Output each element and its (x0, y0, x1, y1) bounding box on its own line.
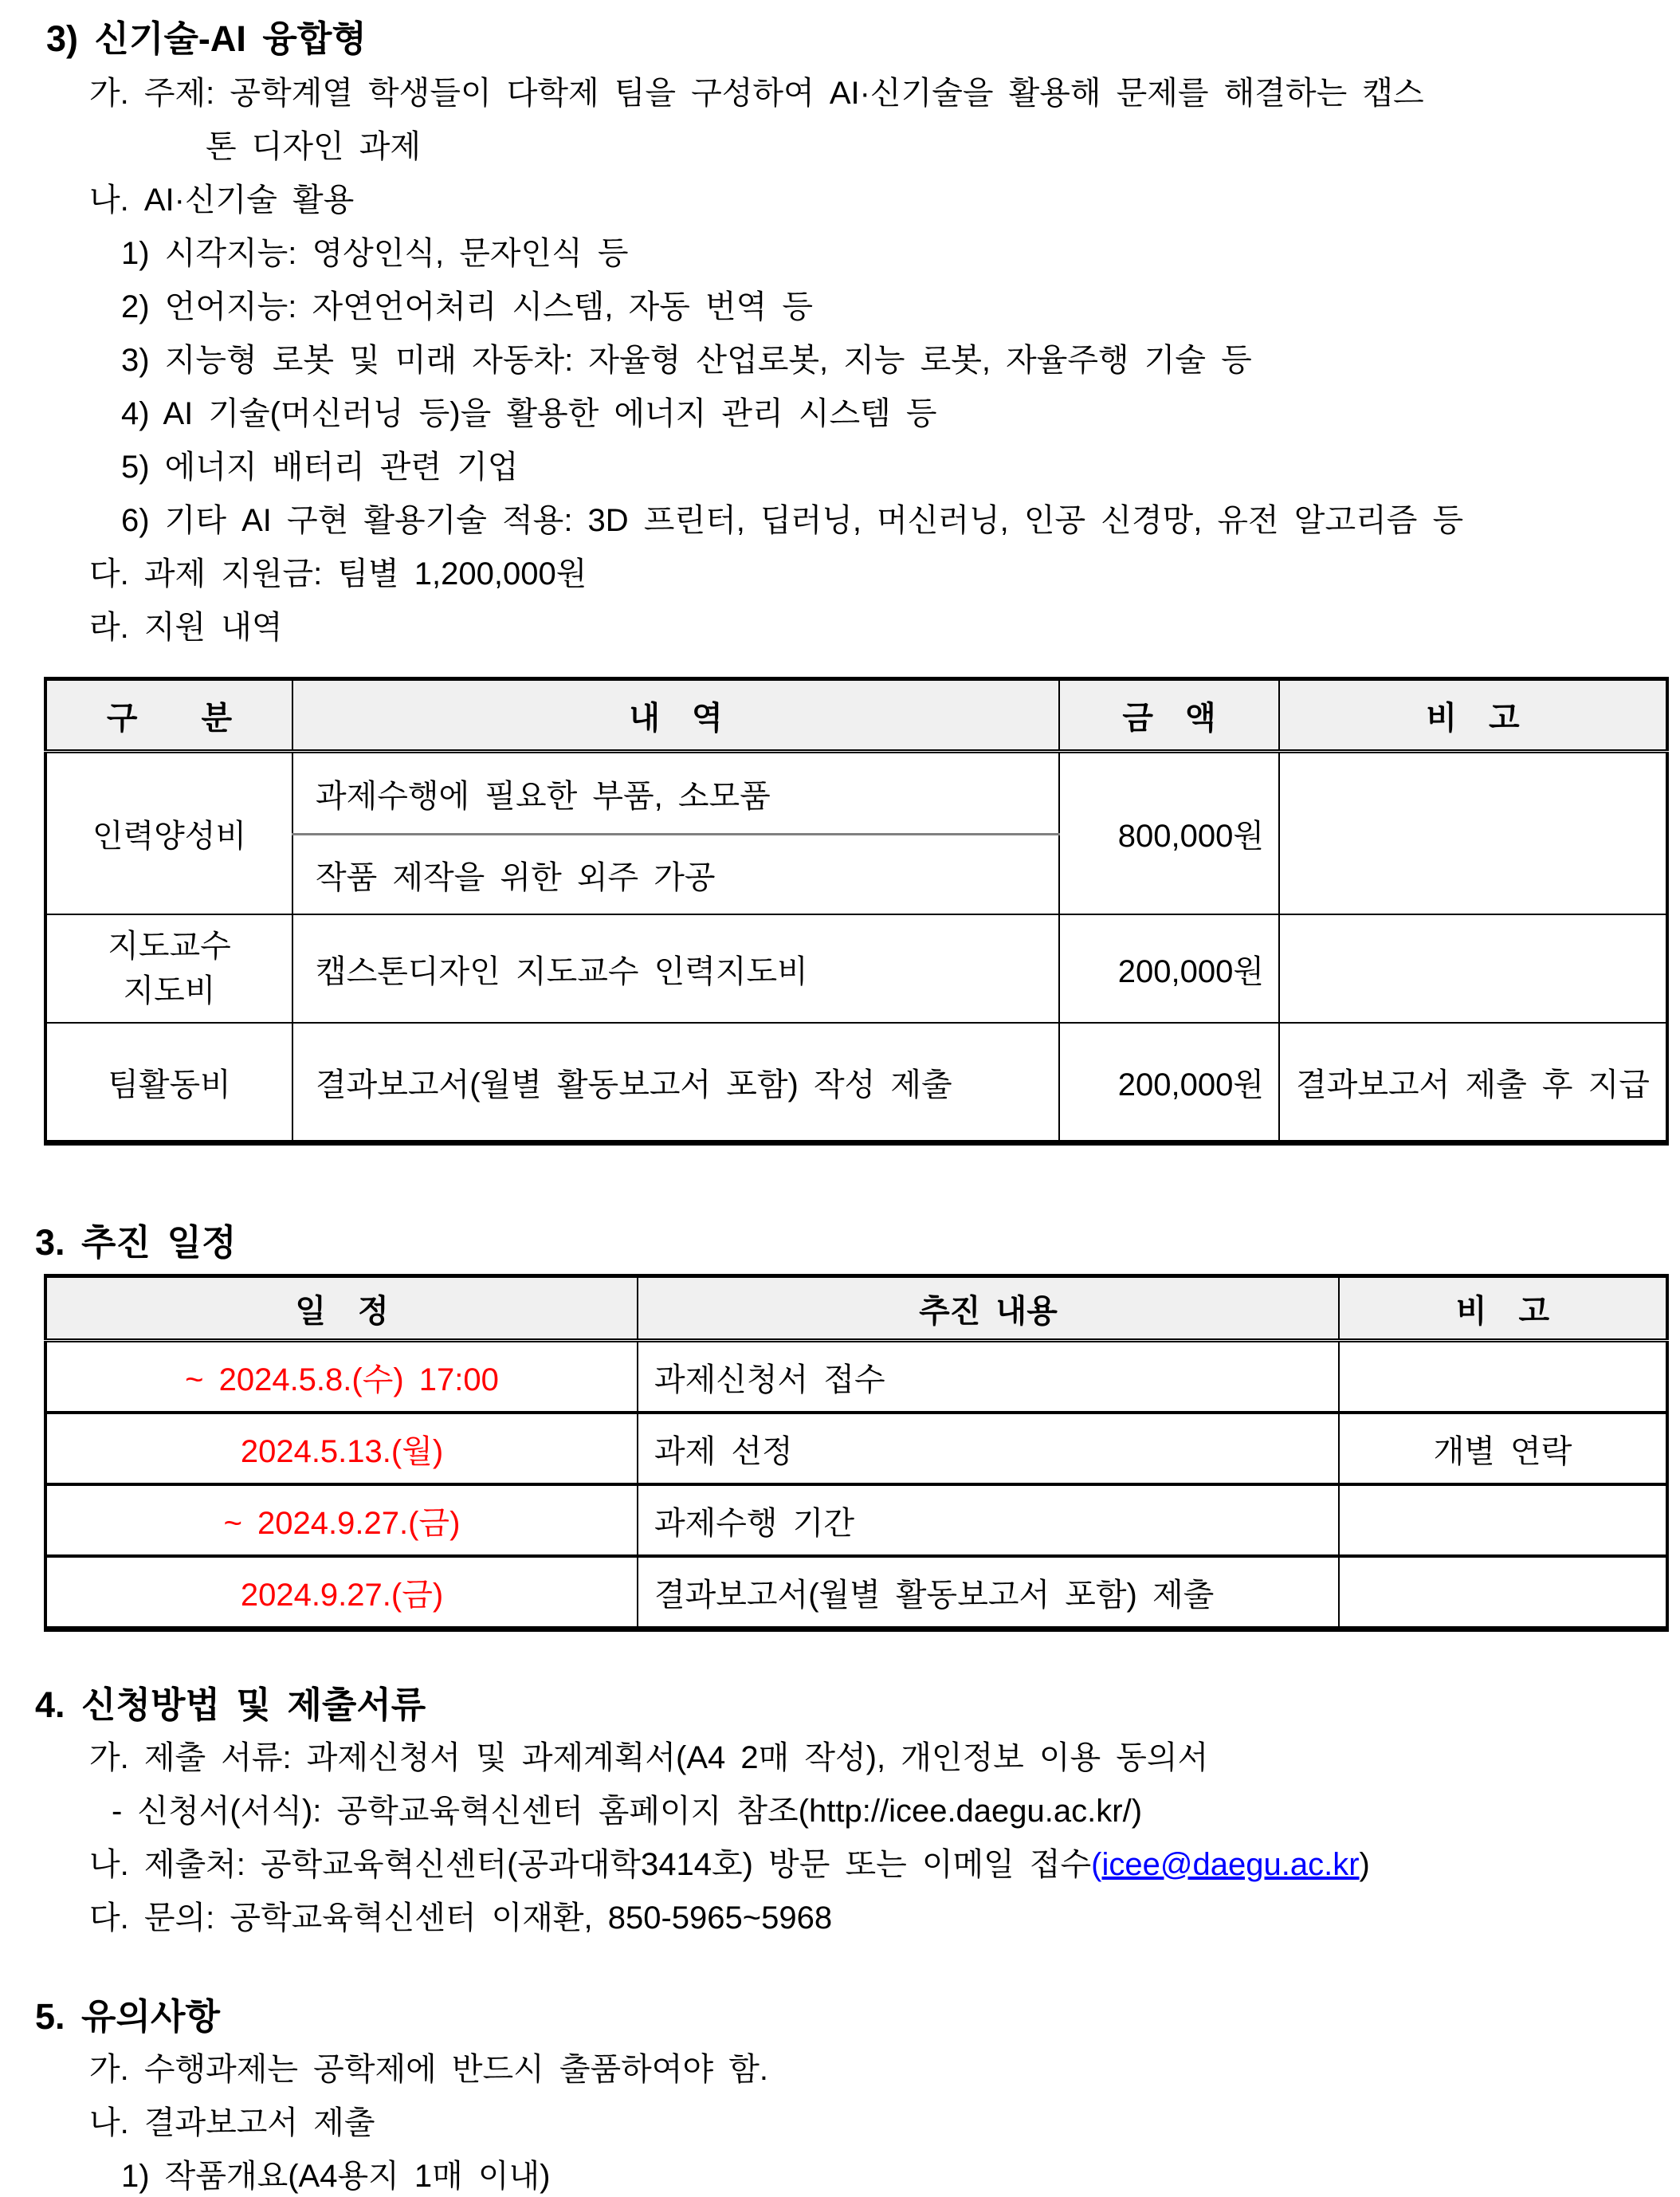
item-grant-amount: 다. 과제 지원금: 팀별 1,200,000원 (89, 556, 587, 592)
team-label-cell: 팀활동비 (45, 1023, 292, 1143)
team-note-cell: 결과보고서 제출 후 지급 (1279, 1023, 1667, 1143)
email-link[interactable]: icee@daegu.ac.kr (1101, 1847, 1360, 1882)
email-paren-open: ( (1091, 1847, 1102, 1882)
schedule-heading: 3. 추진 일정 (35, 1222, 237, 1263)
notes-heading: 5. 유의사항 (35, 1996, 220, 2037)
advisor-item-cell: 캡스톤디자인 지도교수 인력지도비 (292, 914, 1059, 1023)
item-subject-line1: 가. 주제: 공학계열 학생들이 다학제 팀을 구성하여 AI·신기술을 활용해 문제를 해결하는 캡스 (89, 76, 1424, 111)
tech-item-4: 4) AI 기술(머신러닝 등)을 활용한 에너지 관리 시스템 등 (121, 396, 937, 431)
schedule-date-cell: 2024.9.27.(금) (45, 1556, 638, 1629)
advisor-note-cell (1279, 914, 1667, 1023)
col-header-content: 추진 내용 (638, 1276, 1339, 1341)
schedule-header-row (45, 1276, 1667, 1341)
tech-item-6: 6) 기타 AI 구현 활용기술 적용: 3D 프린터, 딥러닝, 머신러닝, 인공 신경망, 유전 알고리즘 등 (121, 503, 1464, 538)
manpower-amount-cell: 800,000원 (1059, 752, 1279, 915)
schedule-row-4 (45, 1556, 1667, 1629)
schedule-note-cell: 개별 연락 (1339, 1413, 1667, 1484)
tech-item-3: 3) 지능형 로봇 및 미래 자동차: 자율형 산업로봇, 지능 로봇, 자율주행 기술 등 (121, 343, 1252, 378)
col-header-category: 구 분 (45, 679, 292, 752)
notes-report-submission: 나. 결과보고서 제출 (89, 2105, 375, 2140)
col-header-date: 일 정 (45, 1276, 638, 1341)
item-support-details: 라. 지원 내역 (89, 610, 283, 645)
col-header-detail: 내 역 (292, 679, 1059, 752)
team-amount-cell: 200,000원 (1059, 1023, 1279, 1143)
tech-item-2: 2) 언어지능: 자연언어처리 시스템, 자동 번역 등 (121, 289, 813, 324)
schedule-content-cell: 과제수행 기간 (638, 1484, 1339, 1556)
advisor-label-cell (45, 914, 292, 1023)
schedule-row-2 (45, 1413, 1667, 1484)
schedule-date-cell: ~ 2024.5.8.(수) 17:00 (45, 1341, 638, 1413)
application-heading: 4. 신청방법 및 제출서류 (35, 1684, 426, 1725)
application-submission (0, 1838, 1680, 1892)
support-table-header-row (45, 679, 1667, 752)
section-tech-ai (0, 0, 1680, 654)
advisor-label-line2: 지도비 (123, 973, 216, 1008)
schedule-date-cell: 2024.5.13.(월) (45, 1413, 638, 1484)
advisor-amount-cell: 200,000원 (1059, 914, 1279, 1023)
application-form-reference: - 신청서(서식): 공학교육혁신센터 홈페이지 참조(http://icee.daegu.ac.kr/) (112, 1794, 1143, 1829)
schedule-note-cell (1339, 1484, 1667, 1556)
tech-item-1: 1) 시각지능: 영상인식, 문자인식 등 (121, 236, 629, 271)
application-documents: 가. 제출 서류: 과제신청서 및 과제계획서(A4 2매 작성), 개인정보 이용 동의서 (89, 1740, 1209, 1775)
application-contact: 다. 문의: 공학교육혁신센터 이재환, 850-5965~5968 (89, 1900, 833, 1936)
tech-ai-heading: 3) 신기술-AI 융합형 (46, 18, 367, 59)
manpower-item1-cell: 과제수행에 필요한 부품, 소모품 (292, 752, 1059, 835)
table-row-team (45, 1023, 1667, 1143)
manpower-label-cell: 인력양성비 (45, 752, 292, 915)
table-row-advisor (45, 914, 1667, 1023)
item-ai-tech-usage: 나. AI·신기술 활용 (89, 183, 355, 218)
schedule-content-cell: 과제 선정 (638, 1413, 1339, 1484)
submission-text: 나. 제출처: 공학교육혁신센터(공과대학3414호) 방문 또는 이메일 접수 (89, 1847, 1092, 1882)
col-header-schedule-note: 비 고 (1339, 1276, 1667, 1341)
support-details-table (44, 677, 1669, 1146)
table-row-manpower-1 (45, 752, 1667, 835)
schedule-content-cell: 과제신청서 접수 (638, 1341, 1339, 1413)
col-header-note: 비 고 (1279, 679, 1667, 752)
notes-work-summary: 1) 작품개요(A4용지 1매 이내) (121, 2159, 551, 2194)
team-item-cell: 결과보고서(월별 활동보고서 포함) 작성 제출 (292, 1023, 1059, 1143)
email-paren-close: ) (1359, 1847, 1370, 1882)
schedule-note-cell (1339, 1556, 1667, 1629)
schedule-date-cell: ~ 2024.9.27.(금) (45, 1484, 638, 1556)
col-header-amount: 금 액 (1059, 679, 1279, 752)
tech-item-5: 5) 에너지 배터리 관련 기업 (121, 450, 519, 485)
schedule-row-3 (45, 1484, 1667, 1556)
schedule-table (44, 1274, 1669, 1632)
advisor-label-line1: 지도교수 (108, 929, 231, 964)
schedule-note-cell (1339, 1341, 1667, 1413)
manpower-note-cell (1279, 752, 1667, 915)
schedule-row-1 (45, 1341, 1667, 1413)
schedule-content-cell: 결과보고서(월별 활동보고서 포함) 제출 (638, 1556, 1339, 1629)
item-subject-line2: 톤 디자인 과제 (206, 129, 422, 164)
manpower-item2-cell: 작품 제작을 위한 외주 가공 (292, 835, 1059, 915)
notes-exhibit-requirement: 가. 수행과제는 공학제에 반드시 출품하여야 함. (89, 2052, 768, 2087)
